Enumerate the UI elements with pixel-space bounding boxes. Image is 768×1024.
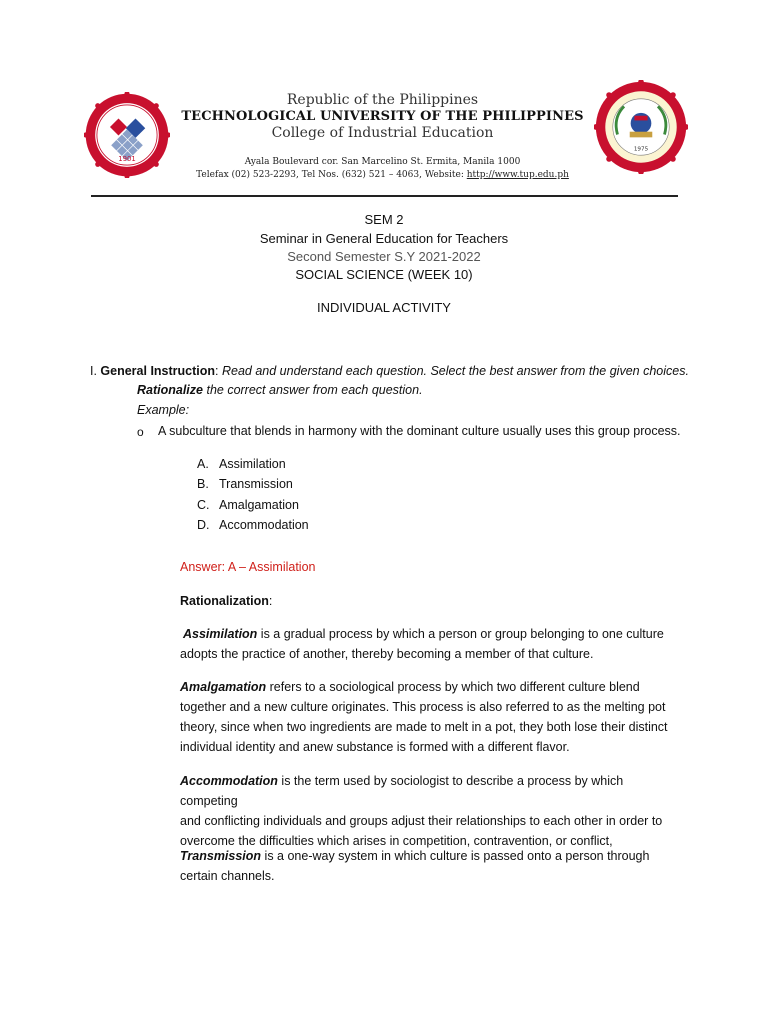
instruction-label: General Instruction [100, 364, 216, 378]
bullet-icon: o [137, 425, 144, 439]
question-text: A subculture that blends in harmony with the dominant culture usually uses this group process. [158, 424, 681, 438]
paragraph-line: individual identity and anew substance is formed with a different flavor. [180, 740, 570, 754]
term-assimilation: Assimilation [183, 627, 258, 641]
rationalization-heading [180, 591, 272, 611]
line-text: is a one-way system in which culture is passed onto a person through [261, 849, 650, 863]
activity-title: INDIVIDUAL ACTIVITY [317, 300, 451, 315]
choice-text: Accommodation [219, 518, 309, 532]
contact-line [170, 170, 595, 180]
rationalization-label: Rationalization [180, 594, 269, 608]
paragraph-line [183, 624, 683, 644]
choice-c [197, 495, 299, 515]
instruction-numeral: I. [90, 364, 101, 378]
cie-seal-logo [594, 80, 688, 174]
left-logo-year: 1901 [118, 154, 136, 163]
paragraph-line: and conflicting individuals and groups adjust their relationships to each other in order to [180, 814, 663, 828]
general-instruction [90, 361, 689, 381]
tup-seal-logo [84, 92, 170, 178]
sem-title: SEM 2 [364, 212, 404, 227]
header-divider [91, 195, 678, 197]
paragraph-line: adopts the practice of another, thereby becoming a member of that culture. [180, 647, 594, 661]
republic-heading: Republic of the Philippines [286, 92, 479, 108]
university-heading: TECHNOLOGICAL UNIVERSITY OF THE PHILIPPINES [181, 109, 584, 124]
choice-a [197, 454, 286, 474]
choice-letter: D. [197, 518, 210, 532]
line-text: refers to a sociological process by which two different culture blend [266, 680, 640, 694]
rationalization-colon: : [268, 594, 273, 608]
choice-d [197, 515, 309, 535]
week-title: SOCIAL SCIENCE (WEEK 10) [295, 267, 473, 282]
instruction-text: Read and understand each question. Select the best answer from the given choices. [221, 364, 689, 378]
term-transmission: Transmission [180, 849, 262, 863]
answer-text: Answer: A – Assimilation [180, 560, 316, 574]
paragraph-line: overcome the difficulties which arises in competition, contravention, or conflict, [180, 834, 613, 848]
line-text: is a gradual process by which a person or group belonging to one culture [257, 627, 664, 641]
choice-text: Transmission [219, 477, 293, 491]
paragraph-line [180, 846, 680, 866]
choice-letter: C. [197, 498, 210, 512]
paragraph-line: together and a new culture originates. This process is also referred to as the melting pot [180, 700, 666, 714]
paragraph-assimilation [180, 624, 683, 664]
address-line: Ayala Boulevard cor. San Marcelino St. Ermita, Manila 1000 [244, 157, 521, 167]
example-label: Example: [137, 403, 190, 417]
choice-letter: B. [197, 477, 209, 491]
telefax-text: Telefax (02) 523-2293, Tel Nos. (632) 521 – 4063, Website: [196, 170, 467, 180]
choice-letter: A. [197, 457, 209, 471]
paragraph-line: certain channels. [180, 869, 275, 883]
right-logo-year: 1975 [633, 146, 649, 153]
term-accommodation: Accommodation [180, 774, 278, 788]
paragraph-accommodation [180, 771, 680, 851]
choice-text: Amalgamation [219, 498, 299, 512]
paragraph-line [180, 771, 680, 811]
college-heading: College of Industrial Education [271, 125, 494, 141]
choice-b [197, 474, 293, 494]
paragraph-transmission [180, 846, 680, 886]
paragraph-line [180, 677, 680, 697]
course-title: Seminar in General Education for Teachers [259, 231, 509, 246]
rationalize-rest: the correct answer from each question. [203, 383, 423, 397]
paragraph-line: theory, since when two ingredients are made to melt in a pot, they both lose their distinct [180, 720, 668, 734]
semester-title: Second Semester S.Y 2021-2022 [287, 249, 481, 264]
line-text: is the term used by sociologist to describe a process by which competing [180, 774, 624, 808]
choice-text: Assimilation [219, 457, 286, 471]
paragraph-amalgamation [180, 677, 680, 757]
rationalize-line [137, 380, 423, 400]
website-link[interactable]: http://www.tup.edu.ph [466, 170, 569, 180]
term-amalgamation: Amalgamation [180, 680, 267, 694]
rationalize-word: Rationalize [137, 383, 203, 397]
instruction-colon: : [215, 364, 222, 378]
